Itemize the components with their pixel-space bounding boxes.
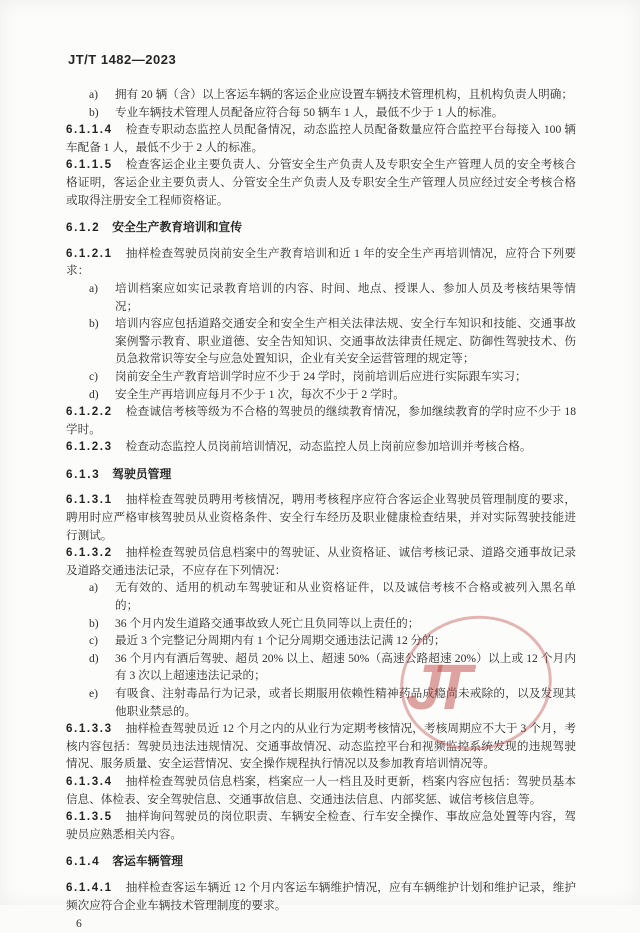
section-heading bbox=[66, 853, 576, 871]
clause-text: 抽样检查驾驶员信息档案，档案应一人一档且及时更新，档案内容应包括：驾驶员基本信息、体检表、安全驾驶信息、交通事故信息、交通违法信息、内部奖惩、诚信考核信息等。 bbox=[66, 774, 576, 806]
list-item bbox=[66, 386, 576, 404]
list-item bbox=[66, 685, 576, 720]
clause-number: 6.1.1.4 bbox=[66, 123, 113, 137]
list-item-text: 36 个月内发生道路交通事故致人死亡且负同等以上责任的； bbox=[115, 616, 420, 630]
clause-paragraph bbox=[66, 121, 576, 156]
clause-number: 6.1.3.3 bbox=[66, 722, 113, 736]
list-item-text: 无有效的、适用的机动车驾驶证和从业资格证件，以及诚信考核不合格或被列入黑名单的； bbox=[115, 581, 576, 613]
section-heading bbox=[66, 466, 576, 484]
standard-number: JT/T 1482—2023 bbox=[68, 52, 177, 67]
clause-paragraph bbox=[66, 403, 576, 438]
clause-paragraph bbox=[66, 491, 576, 544]
clause-number: 6.1.3.1 bbox=[66, 493, 113, 507]
clause-paragraph bbox=[66, 245, 576, 280]
section-number: 6.1.3 bbox=[66, 466, 101, 481]
clause-paragraph bbox=[66, 544, 576, 579]
clause-paragraph bbox=[66, 156, 576, 209]
clause-paragraph bbox=[66, 720, 576, 773]
clause-number: 6.1.4.1 bbox=[66, 880, 113, 894]
list-item bbox=[66, 280, 576, 315]
clause-text: 检查客运企业主要负责人、分管安全生产负责人及专职安全生产管理人员的安全考核合格证明，客运企业主要负责人、分管安全生产负责人及专职安全生产管理人员应经过安全考核合格或取得注册安全工程师资格证。 bbox=[66, 158, 576, 207]
section-number: 6.1.2 bbox=[66, 220, 101, 235]
section-title: 驾驶员管理 bbox=[112, 466, 172, 481]
section-title: 客运车辆管理 bbox=[112, 854, 184, 869]
document-body bbox=[66, 86, 576, 933]
section-number: 6.1.4 bbox=[66, 854, 101, 869]
clause-text: 抽样检查驾驶员近 12 个月之内的从业行为定期考核情况，考核周期应不大于 3 个月，考核内容包括：驾驶员违法违规情况、交通事故情况、动态监控平台和视频监控系统发现的违规驾驶情况、服务质量、安全运营情况、安全操作规程执行情况以及参加教育培训情况等。 bbox=[66, 722, 576, 771]
list-item-label: b) bbox=[89, 105, 99, 119]
clause-text: 检查诚信考核等级为不合格的驾驶员的继续教育情况，参加继续教育的学时应不少于 18 学时。 bbox=[66, 405, 576, 436]
list-item bbox=[66, 86, 576, 104]
list-item bbox=[66, 579, 576, 614]
list-item-label: e) bbox=[89, 687, 99, 700]
clause-number: 6.1.1.5 bbox=[66, 158, 113, 172]
clause-number: 6.1.3.5 bbox=[66, 810, 113, 824]
clause-number: 6.1.3.2 bbox=[66, 546, 113, 560]
clause-paragraph bbox=[66, 438, 576, 456]
list-item-label: b) bbox=[89, 616, 99, 630]
clause-text: 检查专职动态监控人员配备情况，动态监控人员配备数量应符合监控平台每接入 100 辆车配备 1 人，最低不少于 2 人的标准。 bbox=[66, 123, 576, 154]
list-item-text: 培训内容应包括道路交通安全和安全生产相关法律法规、安全行车知识和技能、交通事故案例警示教育、职业道德、安全告知知识、交通事故法律责任规定、防御性驾驶技术、伤员急救常识等安全与应急处置知识，企业有关安全运营管理的规定等； bbox=[115, 317, 576, 366]
list-item-text: 36 个月内有酒后驾驶、超员 20% 以上、超速 50%（高速公路超速 20%）以上或 12 个月内有 3 次以上超速违法记录的； bbox=[115, 651, 576, 683]
clause-text: 抽样检查驾驶员聘用考核情况，聘用考核程序应符合客运企业驾驶员管理制度的要求，聘用时应严格审核驾驶员从业资格条件、安全行车经历及职业健康检查结果，并对实际驾驶技能进行测试。 bbox=[66, 493, 576, 542]
list-item bbox=[66, 104, 576, 122]
list-item bbox=[66, 368, 576, 386]
list-item-text: 有吸食、注射毒品行为记录，或者长期服用依赖性精神药品成瘾尚未戒除的，以及发现其他职业禁忌的。 bbox=[115, 687, 576, 718]
clause-text: 抽样检查驾驶员岗前安全生产教育培训和近 1 年的安全生产再培训情况，应符合下列要求： bbox=[66, 246, 576, 278]
clause-number: 6.1.2.2 bbox=[66, 405, 113, 419]
list-item-label: d) bbox=[89, 387, 99, 401]
watermark-letters: JT bbox=[406, 651, 463, 723]
list-item-label: a) bbox=[89, 281, 99, 295]
list-item bbox=[66, 650, 576, 685]
list-item-text: 专业车辆技术管理人员配备应符合每 50 辆车 1 人，最低不少于 1 人的标准。 bbox=[115, 105, 504, 119]
list-item-text: 岗前安全生产教育培训学时应不少于 24 学时，岗前培训后应进行实际跟车实习； bbox=[115, 369, 527, 383]
clause-text: 抽样询问驾驶员的岗位职责、车辆安全检查、行车安全操作、事故应急处置等内容，驾驶员应熟悉相关内容。 bbox=[66, 810, 576, 841]
clause-paragraph bbox=[66, 879, 576, 914]
list-item-label: c) bbox=[89, 634, 99, 648]
clause-paragraph bbox=[66, 808, 576, 843]
clause-text: 抽样检查客运车辆近 12 个月内客运车辆维护情况，应有车辆维护计划和维护记录，维护频次应符合企业车辆技术管理制度的要求。 bbox=[66, 880, 576, 912]
page-number: 6 bbox=[76, 917, 82, 931]
list-item-label: d) bbox=[89, 651, 99, 665]
list-item-text: 拥有 20 辆（含）以上客运车辆的客运企业应设置车辆技术管理机构，且机构负责人明确； bbox=[115, 88, 573, 101]
section-title: 安全生产教育培训和宣传 bbox=[112, 220, 243, 235]
list-item bbox=[66, 632, 576, 650]
list-item bbox=[66, 615, 576, 633]
section-heading bbox=[66, 219, 576, 237]
list-item-label: a) bbox=[89, 88, 99, 101]
list-item-label: c) bbox=[89, 369, 99, 383]
list-item-text: 最近 3 个完整记分周期内有 1 个记分周期交通违法记满 12 分的； bbox=[115, 634, 446, 648]
clause-paragraph bbox=[66, 773, 576, 808]
list-item-text: 培训档案应如实记录教育培训的内容、时间、地点、授课人、参加人员及考核结果等情况； bbox=[115, 281, 576, 313]
list-item-label: a) bbox=[89, 581, 99, 595]
clause-number: 6.1.2.1 bbox=[66, 246, 113, 260]
list-item-text: 安全生产再培训应每月不少于 1 次，每次不少于 2 学时。 bbox=[115, 387, 405, 401]
clause-number: 6.1.2.3 bbox=[66, 440, 113, 454]
clause-number: 6.1.3.4 bbox=[66, 774, 113, 788]
clause-text: 检查动态监控人员岗前培训情况，动态监控人员上岗前应参加培训并考核合格。 bbox=[125, 440, 532, 454]
clause-text: 抽样检查驾驶员信息档案中的驾驶证、从业资格证、诚信考核记录、道路交通事故记录及道路交通违法记录，不应存在下列情况： bbox=[66, 546, 576, 577]
list-item-label: b) bbox=[89, 317, 99, 331]
list-item bbox=[66, 315, 576, 368]
